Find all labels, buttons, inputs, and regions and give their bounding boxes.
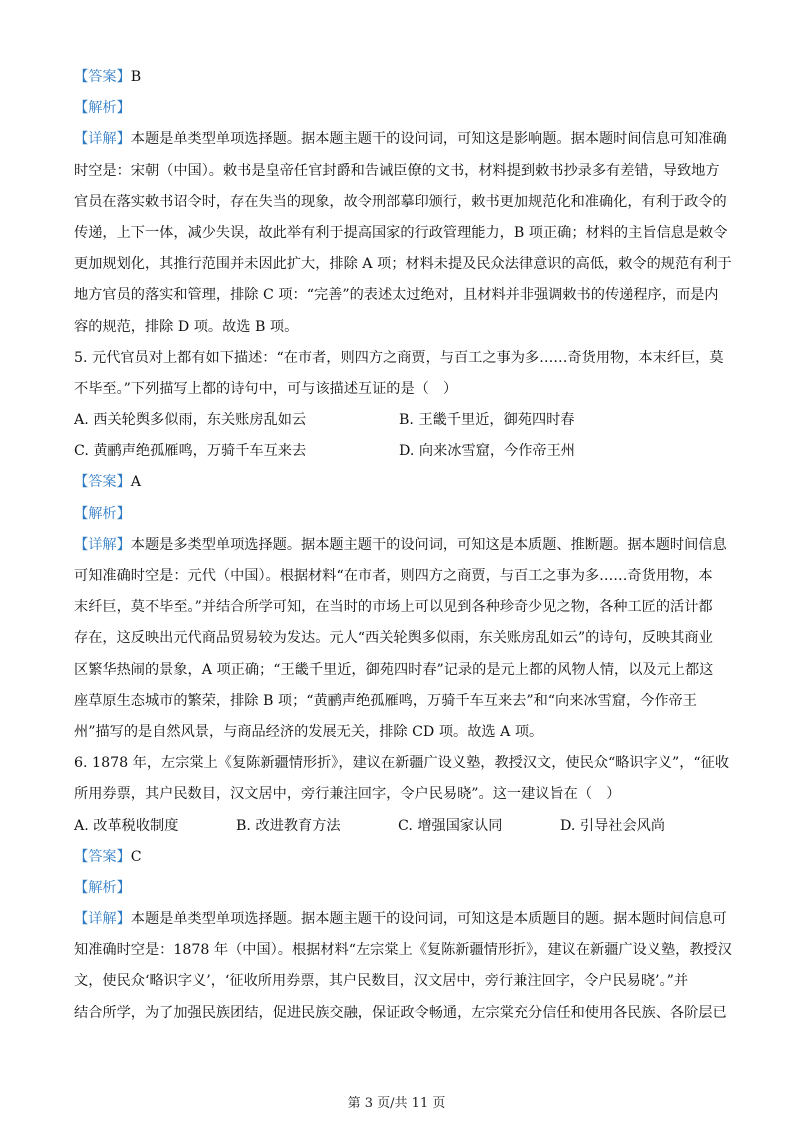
page-content: [74, 62, 732, 1029]
detail-line: 州”描写的是自然风景，与商品经济的发展无关，排除 CD 项。故选 A 项。: [74, 723, 544, 740]
answer-line: [74, 62, 724, 93]
detail-line: [74, 124, 727, 155]
detail-line: 传递，上下一体，减少失误，故此举有利于提高国家的行政管理能力，B 项正确；材料的主旨信息是敕令: [74, 224, 728, 241]
detail-text: 本题是单类型单项选择题。据本题主题干的设问词，可知这是影响题。据本题时间信息可知准确: [130, 131, 727, 148]
question-stem: 6. 1878 年，左宗棠上《复陈新疆情形折》，建议在新疆广设义塾，教授汉文，使民众“略识字义”，“征收: [74, 755, 730, 772]
option-d: D. 向来冰雪窟，今作帝王州: [399, 443, 575, 460]
answer-tag: 【答案】: [74, 474, 131, 491]
analysis-line: [74, 499, 724, 530]
option-c: C. 黄鹂声绝孤雁鸣，万骑千车互来去: [74, 443, 307, 460]
answer-value: C: [130, 848, 142, 865]
detail-tag: 【详解】: [74, 536, 131, 553]
detail-tag: 【详解】: [74, 131, 131, 148]
detail-line: 座草原生态城市的繁荣，排除 B 项；“黄鹂声绝孤雁鸣，万骑千车互来去”和“向来冰雪窟，今作帝王: [74, 692, 697, 709]
detail-line: [74, 904, 727, 935]
detail-text: 本题是多类型单项选择题。据本题主题干的设问词，可知这是本质题、推断题。据本题时间信息: [130, 536, 727, 553]
answer-line: [74, 842, 724, 873]
detail-line: 区繁华热闹的景象，A 项正确；“王畿千里近，御苑四时春”记录的是元上都的风物人情，以及元上都这: [74, 661, 714, 678]
option-d: D. 引导社会风尚: [560, 817, 666, 834]
detail-line: 容的规范，排除 D 项。故选 B 项。: [74, 318, 299, 335]
detail-line: 地方官员的落实和管理，排除 C 项：“完善”的表述太过绝对，且材料并非强调敕书的传递程序，而是内: [74, 287, 719, 304]
detail-line: 存在，这反映出元代商品贸易较为发达。元人“西关轮舆多似雨，东关账房乱如云”的诗句，反映其商业: [74, 630, 713, 647]
analysis-tag: 【解析】: [74, 879, 131, 896]
analysis-tag: 【解析】: [74, 100, 131, 117]
detail-line: 结合所学，为了加强民族团结，促进民族交融，保证政令畅通，左宗棠充分信任和使用各民族、各阶层已: [74, 1004, 727, 1021]
question-stem: 5. 元代官员对上都有如下描述：“在市者，则四方之商贾，与百工之事为多……奇货用物，本末纤巨，莫: [74, 349, 724, 366]
detail-line: 文，使民众‘略识字义’，‘征收所用券票，其户民数目，汉文居中，旁行兼注回字，令户民易晓’。”并: [74, 973, 689, 990]
options-row: [74, 811, 724, 842]
analysis-line: [74, 873, 724, 904]
page-footer: 第 3 页/共 11 页: [347, 1096, 446, 1111]
detail-line: 知准确时空是：1878 年（中国）。根据材料“左宗棠上《复陈新疆情形折》，建议在新疆广设义塾，教授汉: [74, 942, 732, 959]
options-row: [74, 405, 724, 436]
option-a: A. 改革税收制度: [74, 817, 179, 834]
options-row: [74, 436, 724, 467]
detail-line: 可知准确时空是：元代（中国）。根据材料“在市者，则四方之商贾，与百工之事为多……奇货用物，本: [74, 568, 713, 584]
detail-line: [74, 530, 727, 561]
answer-tag: 【答案】: [74, 69, 131, 85]
answer-tag: 【答案】: [74, 848, 131, 865]
question-stem: 不毕至。”下列描写上都的诗句中，可与该描述互证的是（ ）: [74, 380, 458, 397]
option-c: C. 增强国家认同: [398, 817, 503, 834]
analysis-tag: 【解析】: [74, 505, 131, 522]
option-b: B. 改进教育方法: [236, 817, 341, 834]
detail-text: 本题是单类型单项选择题。据本题主题干的设问词，可知这是本质题目的题。据本题时间信息可: [130, 911, 727, 928]
answer-value: A: [130, 474, 142, 491]
detail-line: 更加规划化，其推行范围并未因此扩大，排除 A 项；材料未提及民众法律意识的高低，敕令的规范有利于: [74, 256, 732, 273]
detail-line: 时空是：宋朝（中国）。敕书是皇帝任官封爵和告诫臣僚的文书，材料提到敕书抄录多有差错，导致地方: [74, 162, 720, 179]
answer-line: [74, 467, 724, 498]
option-a: A. 西关轮舆多似雨，东关账房乱如云: [74, 412, 307, 429]
detail-line: 官员在落实敕书诏令时，存在失当的现象，故令刑部摹印颁行，敕书更加规范化和准确化，有利于政令的: [74, 193, 727, 210]
answer-value: B: [130, 69, 142, 85]
detail-tag: 【详解】: [74, 911, 131, 928]
question-stem: 所用券票，其户民数目，汉文居中，旁行兼注回字，令户民易晓”。这一建议旨在（ ）: [74, 786, 621, 803]
detail-line: 末纤巨，莫不毕至。”并结合所学可知，在当时的市场上可以见到各种珍奇少见之物，各种工匠的活计都: [74, 599, 713, 616]
analysis-line: [74, 93, 724, 124]
option-b: B. 王畿千里近，御苑四时春: [399, 412, 575, 429]
